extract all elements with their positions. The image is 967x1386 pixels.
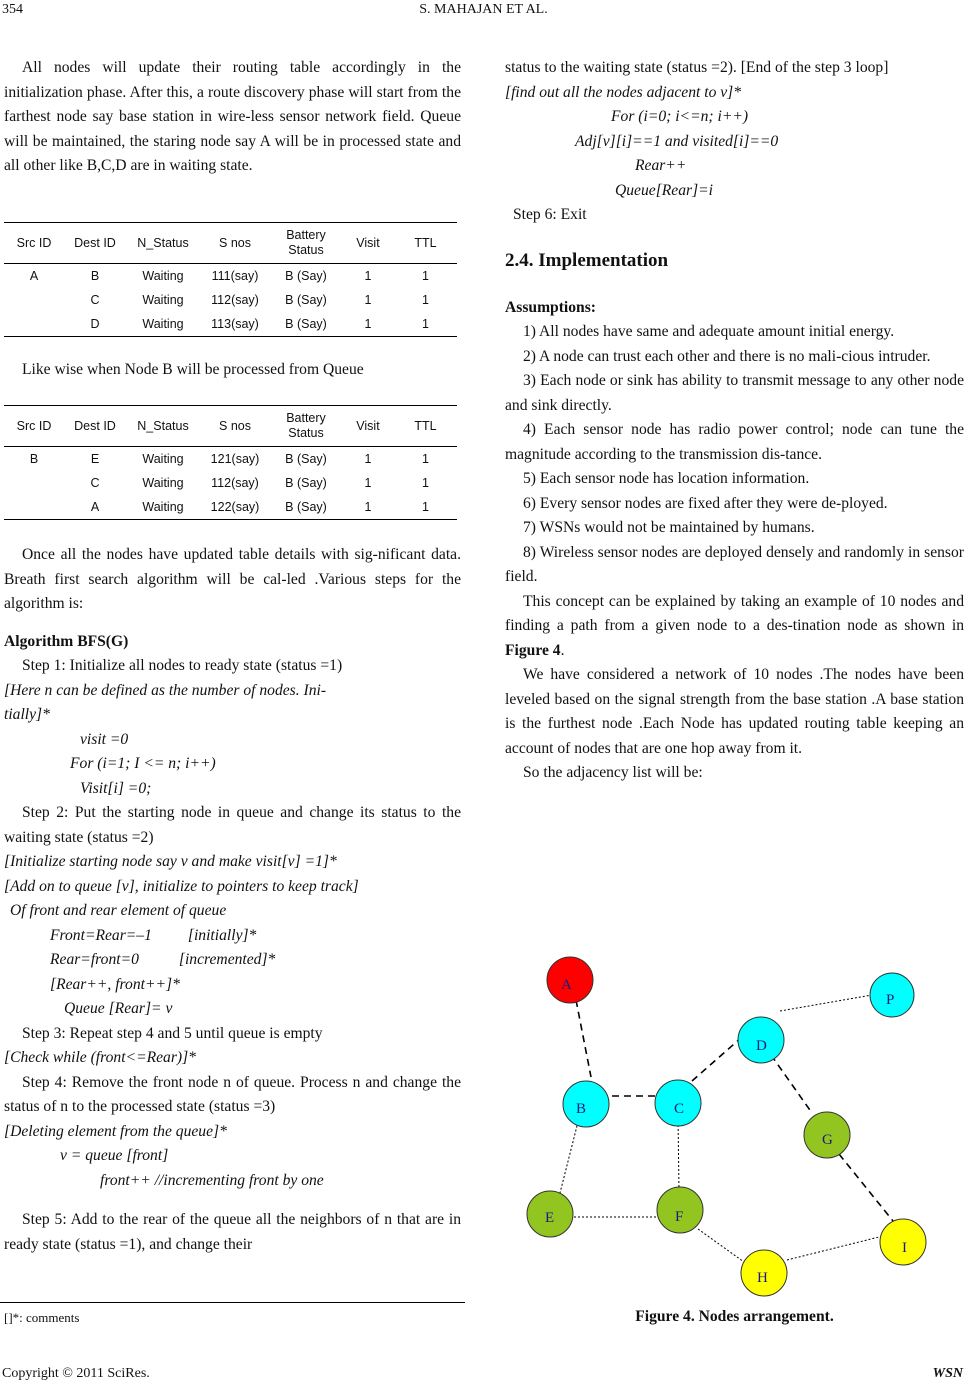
- code-text: visit =0: [80, 730, 129, 748]
- col-header-status: N_Status: [137, 418, 189, 433]
- code-line: [4, 973, 461, 998]
- code-text: v = queue [front]: [60, 1147, 169, 1164]
- step-3: Step 3: Repeat step 4 and 5 until queue is empty: [22, 1024, 323, 1042]
- paragraph-adjacency: So the adjacency list will be:: [523, 764, 703, 781]
- node-label-e: E: [545, 1210, 555, 1226]
- table-row: [4, 495, 457, 520]
- comment-text: [find out all the nodes adjacent to v]*: [505, 83, 742, 101]
- node-label-d: D: [756, 1038, 767, 1054]
- code-line: [505, 154, 964, 179]
- comment-text: [Check while (front<=Rear)]*: [4, 1049, 196, 1066]
- paragraph-bfs-intro: Once all the nodes have updated table details with sig-nificant data. Breath first search algorithm will be cal-led .Various steps for the algorithm is:: [4, 546, 461, 612]
- assumption-6: 6) Every sensor nodes are fixed after they were de-ployed.: [523, 494, 888, 512]
- section-heading: 2.4. Implementation: [505, 249, 669, 271]
- table-cell: Waiting: [142, 500, 184, 514]
- edge-h-i: [787, 1237, 879, 1260]
- paragraph-concept-text: This concept can be explained by taking an example of 10 nodes and finding a path from a given node to a des-tination node as shown in: [505, 592, 964, 634]
- right-column: [505, 56, 964, 786]
- table-cell: Waiting: [142, 317, 184, 331]
- code-line: [4, 1169, 461, 1194]
- col-header-battery: Battery Status: [286, 228, 326, 257]
- comment-line: [4, 679, 461, 704]
- table-cell: B: [90, 269, 100, 283]
- node-label-g: G: [822, 1132, 833, 1148]
- routing-table-a: [4, 222, 457, 337]
- comment-line: [4, 850, 461, 875]
- node-label-p: P: [886, 992, 895, 1008]
- code-line: [505, 105, 964, 130]
- comment-text: Of front and rear element of queue: [10, 902, 227, 919]
- table-cell: 121(say): [210, 452, 260, 466]
- table-cell: [4, 312, 64, 337]
- edge-c-f: [678, 1117, 679, 1191]
- code-text: For (i=1; I <= n; i++): [70, 755, 216, 772]
- edge-b-e: [560, 1114, 580, 1193]
- comment-line: [4, 899, 461, 924]
- paragraph-concept-end: .: [560, 641, 565, 659]
- table-header-row: [4, 223, 457, 264]
- table-cell: A: [29, 269, 39, 283]
- page-number: 354: [2, 2, 23, 17]
- paragraph-likewise: Like wise when Node B will be processed from Queue: [22, 361, 364, 378]
- edge-d-g: [771, 1055, 812, 1113]
- assumption-8: 8) Wireless sensor nodes are deployed densely and randomly in sensor field.: [505, 543, 964, 585]
- algorithm-title: Algorithm BFS(G): [4, 632, 129, 650]
- code-line: [4, 948, 461, 973]
- col-header-visit: Visit: [356, 235, 380, 250]
- node-label-b: B: [576, 1101, 587, 1117]
- table-cell: 1: [422, 500, 429, 514]
- code-text: front++ //incrementing front by one: [100, 1171, 324, 1189]
- table-cell: C: [90, 476, 100, 490]
- step-5: Step 5: Add to the rear of the queue all the neighbors of n that are in ready state (status =1), and change their: [4, 1211, 461, 1253]
- col-header-dest: Dest ID: [74, 235, 116, 250]
- table-cell: 1: [364, 476, 372, 490]
- table-cell: A: [90, 500, 100, 514]
- node-label-f: F: [675, 1209, 684, 1225]
- table-cell: B (Say): [285, 452, 327, 466]
- step-2: Step 2: Put the starting node in queue and change its status to the waiting state (status =2): [4, 804, 461, 846]
- table-cell: 1: [422, 269, 429, 283]
- code-line: [505, 179, 964, 204]
- node-label-c: C: [674, 1101, 685, 1117]
- code-text: Queue [Rear]= v: [64, 1000, 173, 1017]
- code-line: [4, 752, 461, 777]
- code-line: [4, 1144, 461, 1169]
- table-cell: [4, 495, 64, 520]
- table-cell: [4, 288, 64, 312]
- table-cell: 1: [422, 452, 429, 466]
- col-header-snos: S nos: [219, 418, 251, 433]
- figure-caption: Figure 4. Nodes arrangement.: [635, 1308, 834, 1325]
- code-comment: [incremented]*: [178, 951, 276, 968]
- code-text: Front=Rear=–1: [50, 926, 152, 944]
- code-text: Rear++: [635, 157, 687, 174]
- step-4: Step 4: Remove the front node n of queue. Process n and change the status of n to the processed state (status =3): [4, 1073, 461, 1115]
- assumption-4: 4) Each sensor node has radio power control; node can tune the magnitude according to the transmission dis-tance.: [505, 421, 964, 463]
- comment-text: [Deleting element from the queue]*: [4, 1122, 227, 1140]
- code-text: [Rear++, front++]*: [50, 975, 180, 993]
- table-row: [4, 312, 457, 337]
- table-cell: B (Say): [285, 500, 327, 514]
- assumption-1: 1) All nodes have same and adequate amount initial energy.: [523, 323, 895, 340]
- table-cell: 111(say): [211, 269, 259, 283]
- code-line: [4, 728, 461, 753]
- table-row: [4, 471, 457, 495]
- node-label-a: A: [561, 977, 572, 993]
- table-cell: 112(say): [211, 293, 259, 307]
- table-cell: Waiting: [142, 293, 184, 307]
- assumptions-title: Assumptions:: [505, 298, 596, 316]
- code-text: Adj[v][i]==1 and visited[i]==0: [575, 132, 779, 150]
- edge-g-i: [839, 1154, 893, 1221]
- table-cell: 1: [422, 476, 429, 490]
- code-line: [4, 777, 461, 802]
- table-cell: 1: [422, 293, 429, 307]
- assumption-7: 7) WSNs would not be maintained by humans.: [523, 519, 815, 536]
- edge-a-b: [576, 1000, 591, 1077]
- table-cell: B (Say): [285, 269, 327, 283]
- table-cell: 1: [364, 452, 372, 466]
- comment-text: tially]*: [4, 706, 50, 723]
- table-row: [4, 447, 457, 472]
- step-1: Step 1: Initialize all nodes to ready state (status =1): [22, 657, 343, 674]
- table-cell: B: [29, 452, 39, 466]
- running-title: S. MAHAJAN ET AL.: [419, 2, 548, 17]
- table-cell: Waiting: [142, 476, 184, 490]
- table-cell: 113(say): [211, 317, 259, 331]
- assumption-5: 5) Each sensor node has location information.: [523, 470, 810, 487]
- copyright: Copyright © 2011 SciRes.: [2, 1366, 150, 1381]
- node-label-i: I: [902, 1240, 907, 1256]
- footnote: []*: comments: [4, 1310, 80, 1325]
- table-cell: Waiting: [142, 452, 184, 466]
- left-column: [4, 56, 461, 179]
- code-text: For (i=0; i<=n; i++): [611, 108, 749, 125]
- col-header-snos: S nos: [219, 235, 251, 250]
- footnote-rule: [0, 1302, 465, 1303]
- col-header-src: Src ID: [16, 418, 52, 433]
- table-cell: 112(say): [211, 476, 259, 490]
- table-cell: 1: [364, 500, 372, 514]
- code-comment: [initially]*: [187, 926, 257, 944]
- table-cell: 1: [364, 293, 372, 307]
- col-header-dest: Dest ID: [74, 418, 116, 433]
- node-label-h: H: [757, 1270, 768, 1286]
- assumption-3: 3) Each node or sink has ability to transmit message to any other node and sink directly.: [505, 372, 964, 414]
- routing-table-b: [4, 405, 457, 520]
- figure-reference[interactable]: Figure 4: [505, 641, 561, 659]
- table-cell: 1: [364, 317, 372, 331]
- journal-name: WSN: [932, 1366, 963, 1381]
- table-cell: E: [90, 452, 100, 466]
- step-6: Step 6: Exit: [513, 206, 587, 223]
- nodes-arrangement-figure: [490, 940, 960, 1300]
- table-cell: D: [90, 317, 100, 331]
- table-row: [4, 288, 457, 312]
- comment-text: [Add on to queue [v], initialize to pointers to keep track]: [4, 877, 359, 895]
- edge-c-d: [692, 1037, 742, 1081]
- col-header-battery: Battery Status: [286, 411, 326, 440]
- code-text: Visit[i] =0;: [80, 779, 152, 797]
- table-cell: [4, 471, 64, 495]
- table-cell: 1: [422, 317, 429, 331]
- code-line: [4, 924, 461, 949]
- step-5-continued: status to the waiting state (status =2). [End of the step 3 loop]: [505, 59, 889, 76]
- col-header-visit: Visit: [356, 418, 380, 433]
- edge-d-p: [780, 995, 872, 1011]
- table-row: [4, 264, 457, 289]
- comment-line: [4, 875, 461, 900]
- comment-line: [505, 81, 964, 106]
- col-header-ttl: TTL: [414, 418, 437, 433]
- assumption-2: 2) A node can trust each other and there is no mali-cious intruder.: [523, 347, 931, 365]
- code-line: [505, 130, 964, 155]
- table-cell: B (Say): [285, 317, 327, 331]
- table-cell: 1: [364, 269, 372, 283]
- algorithm-section: [4, 543, 461, 1257]
- col-header-src: Src ID: [16, 235, 52, 250]
- code-text: Rear=front=0: [50, 951, 139, 968]
- edge-f-h: [698, 1229, 744, 1262]
- table-cell: C: [90, 293, 100, 307]
- comment-line: [4, 703, 461, 728]
- comment-text: [Initialize starting node say v and make visit[v] =1]*: [4, 853, 337, 870]
- table-cell: Waiting: [142, 269, 184, 283]
- comment-text: [Here n can be defined as the number of nodes. Ini-: [4, 681, 327, 699]
- code-line: [4, 997, 461, 1022]
- code-text: Queue[Rear]=i: [615, 181, 714, 199]
- paragraph-init: All nodes will update their routing table accordingly in the initialization phase. After this, a route discovery phase will start from the farthest node say base station in wire-less sensor network field. Queue will be maintained, the staring node say A will be in processed state and all other like B,C,D are in waiting state.: [4, 59, 461, 174]
- table-header-row: [4, 406, 457, 447]
- table-cell: B (Say): [285, 476, 327, 490]
- table-cell: B (Say): [285, 293, 327, 307]
- col-header-ttl: TTL: [414, 235, 437, 250]
- col-header-status: N_Status: [137, 235, 189, 250]
- comment-line: [4, 1120, 461, 1145]
- comment-line: [4, 1046, 461, 1071]
- paragraph-network: We have considered a network of 10 nodes .The nodes have been leveled based on the signal strength from the base station .A base station is the furthest node .Each Node has updated routing table keeping an account of nodes that are one hop away from it.: [505, 666, 964, 757]
- table-cell: 122(say): [210, 500, 260, 514]
- paragraph-wrap-2: [4, 358, 461, 383]
- paragraph-concept: [505, 590, 964, 664]
